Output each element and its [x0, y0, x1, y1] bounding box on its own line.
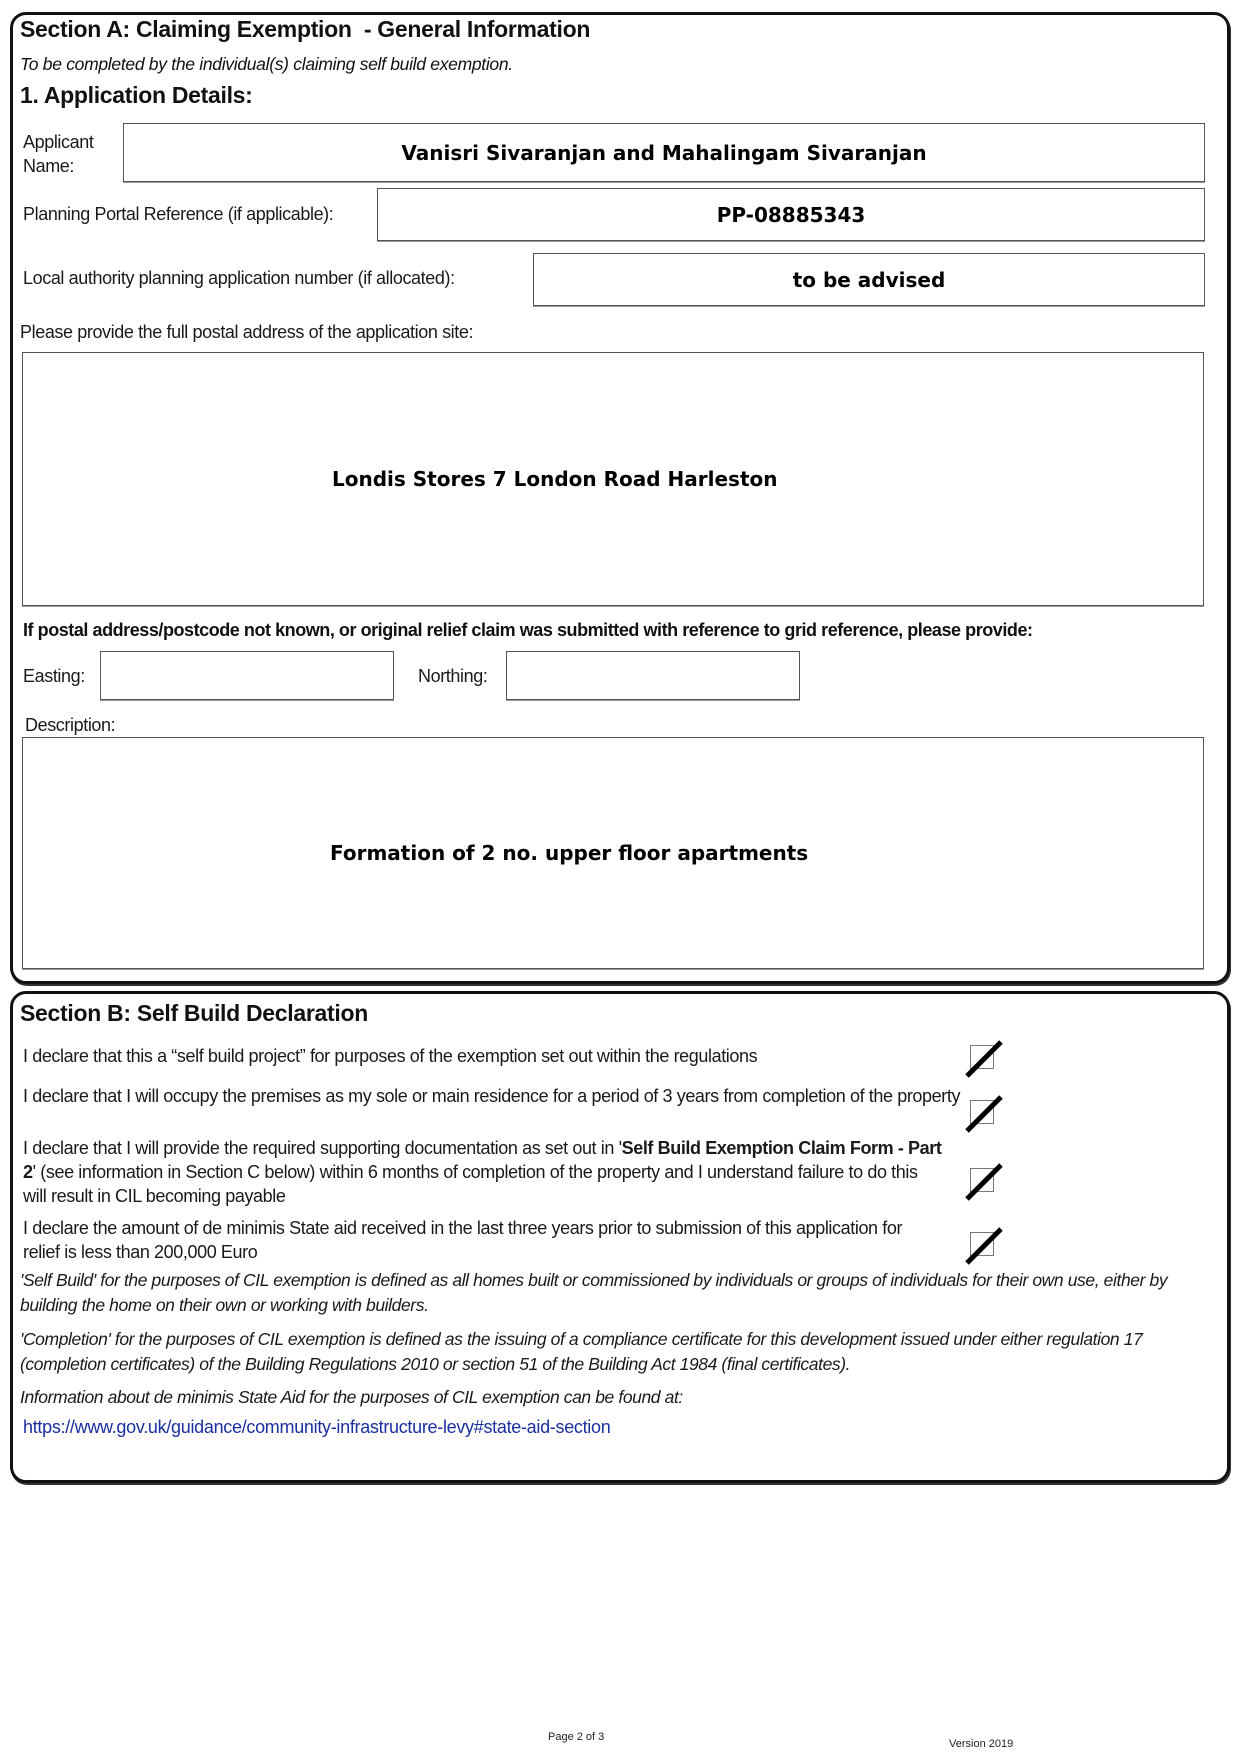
page-number: Page 2 of 3 — [548, 1731, 605, 1743]
declaration-3-text-pre: I declare that I will provide the required supporting documentation as set out in ' — [23, 1138, 622, 1158]
applicant-name-field[interactable] — [123, 123, 1205, 182]
declaration-2-text: I declare that I will occupy the premises as my sole or main residence for a period of 3 years from completion of the property — [23, 1086, 961, 1106]
completion-definition-note: 'Completion' for the purposes of CIL exemption is defined as the issuing of a compliance certificate for this development issued under either regulation 17 (completion certificates) of the Building Regulations 2010 or section 51 of the Building Act 1984 (final certificates). — [20, 1329, 1143, 1374]
checkmark-slash-icon — [965, 1040, 1003, 1078]
northing-field[interactable] — [506, 651, 800, 700]
la-application-number-field[interactable] — [533, 253, 1205, 306]
la-application-number-value: to be advised — [792, 267, 946, 292]
declaration-3-text-bold: Self Build Exemption Claim Form - Part 2 — [23, 1138, 942, 1182]
section-a-subtitle: To be completed by the individual(s) claiming self build exemption. — [20, 54, 513, 74]
postal-address-label: Please provide the full postal address of the application site: — [20, 322, 474, 342]
applicant-label-line1: Applicant — [23, 132, 94, 152]
la-application-number-label: Local authority planning application number (if allocated): — [23, 268, 455, 288]
self-build-definition-note: 'Self Build' for the purposes of CIL exemption is defined as all homes built or commissioned by individuals or groups of individuals for their own use, either by building the home on their own or working with builders. — [20, 1270, 1168, 1315]
applicant-name-value: Vanisri Sivaranjan and Mahalingam Sivaranjan — [401, 140, 927, 165]
checkmark-slash-icon — [965, 1163, 1003, 1201]
postal-address-field[interactable] — [22, 352, 1204, 606]
declaration-3-checkbox[interactable] — [970, 1168, 994, 1192]
postal-address-value: Londis Stores 7 London Road Harleston — [332, 467, 778, 491]
declaration-3-text — [23, 1136, 943, 1208]
description-label: Description: — [25, 715, 116, 735]
declaration-4-checkbox[interactable] — [970, 1232, 994, 1256]
grid-reference-note: If postal address/postcode not known, or original relief claim was submitted with reference to grid reference, please provide: — [23, 620, 1033, 640]
declaration-2-checkbox[interactable] — [970, 1100, 994, 1124]
checkmark-slash-icon — [965, 1227, 1003, 1265]
applicant-name-label — [23, 130, 93, 178]
version-label: Version 2019 — [949, 1738, 1014, 1750]
declaration-3-text-post: ' (see information in Section C below) within 6 months of completion of the property and I understand failure to do this will result in CIL becoming payable — [23, 1162, 918, 1206]
applicant-label-line2: Name: — [23, 156, 75, 176]
declaration-1-checkbox[interactable] — [970, 1045, 994, 1069]
portal-reference-value: PP-08885343 — [716, 202, 866, 227]
portal-reference-label: Planning Portal Reference (if applicable): — [23, 204, 334, 224]
easting-label: Easting: — [23, 666, 85, 686]
portal-reference-field[interactable] — [377, 188, 1205, 241]
application-details-heading: 1. Application Details: — [20, 82, 253, 108]
declaration-1-text: I declare that this a “self build project” for purposes of the exemption set out within the regulations — [23, 1046, 758, 1066]
declaration-4-text: I declare the amount of de minimis State aid received in the last three years prior to submission of this application for relief is less than 200,000 Euro — [23, 1218, 903, 1262]
section-b-title: Section B: Self Build Declaration — [20, 1000, 368, 1026]
description-value: Formation of 2 no. upper floor apartments — [330, 841, 809, 865]
state-aid-info-note: Information about de minimis State Aid for the purposes of CIL exemption can be found at: — [20, 1387, 683, 1407]
northing-label: Northing: — [418, 666, 488, 686]
description-field[interactable] — [22, 737, 1204, 969]
section-a-title: Section A: Claiming Exemption - General Information — [20, 16, 591, 42]
checkmark-slash-icon — [965, 1095, 1003, 1133]
easting-field[interactable] — [100, 651, 394, 700]
state-aid-link[interactable]: https://www.gov.uk/guidance/community-infrastructure-levy#state-aid-section — [23, 1417, 611, 1437]
